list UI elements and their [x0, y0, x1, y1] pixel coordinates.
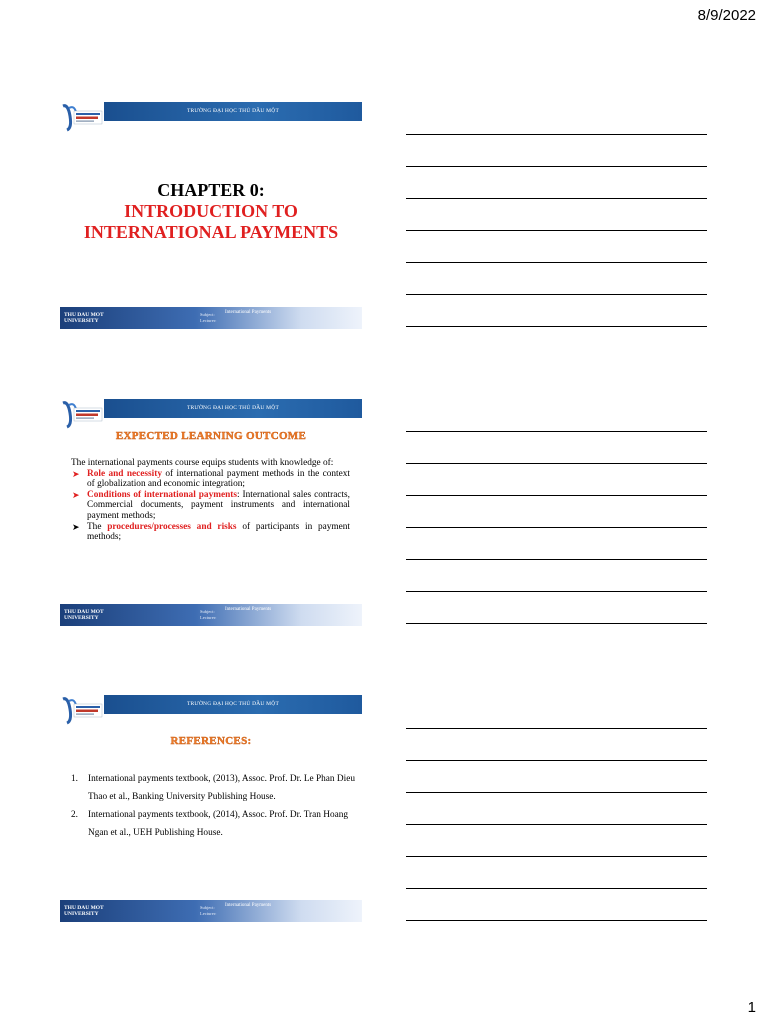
arrow-bullet-icon: ➤ [72, 489, 80, 500]
list-item: 1. International payments textbook, (2013), Assoc. Prof. Dr. Le Phan Dieu Thao et al., Banking University Publishing House. [71, 774, 355, 802]
slide-1 [60, 102, 362, 329]
list-item: ➤ The procedures/processes and risks of participants in payment methods; [72, 521, 351, 543]
arrow-bullet-icon: ➤ [72, 468, 80, 479]
slide-header [60, 695, 362, 714]
university-logo-icon [60, 399, 106, 429]
outcome-list [71, 469, 350, 543]
list-item: ➤ Conditions of international payments: International sales contracts, Commercial documents, payment instruments and international payment methods; [72, 489, 350, 521]
note-line [406, 463, 707, 464]
note-line [406, 230, 707, 231]
header-bar: TRƯỜNG ĐẠI HỌC THỦ DẦU MỘT [104, 399, 362, 418]
note-line [406, 591, 707, 592]
footer-university: THU DAU MOT UNIVERSITY [64, 609, 104, 621]
slide-footer [60, 900, 362, 922]
print-date: 8/9/2022 [697, 7, 756, 24]
slide-title: EXPECTED LEARNING OUTCOME [115, 430, 307, 442]
learning-outcome-text [71, 458, 350, 543]
footer-subject: International Payments [225, 607, 272, 612]
footer-university: THU DAU MOT UNIVERSITY [64, 312, 104, 324]
slide-title: REFERENCES: [170, 735, 252, 747]
note-line [406, 920, 707, 921]
note-line [406, 856, 707, 857]
note-line [406, 166, 707, 167]
note-line [406, 431, 707, 432]
list-item: 2. International payments textbook, (2014), Assoc. Prof. Dr. Tran Hoang Ngan et al., UEH Publishing House. [71, 810, 349, 838]
header-bar: TRƯỜNG ĐẠI HỌC THỦ DẦU MỘT [104, 695, 362, 714]
slide-header [60, 399, 362, 418]
note-line [406, 134, 707, 135]
header-bar: TRƯỜNG ĐẠI HỌC THỦ DẦU MỘT [104, 102, 362, 121]
note-line [406, 294, 707, 295]
note-line [406, 326, 707, 327]
note-line [406, 527, 707, 528]
footer-subject: International Payments [225, 903, 272, 908]
university-logo-icon [60, 102, 106, 132]
references-list [71, 770, 356, 842]
note-line [406, 760, 707, 761]
footer-subject: International Payments [225, 310, 272, 315]
footer-labels: Subject: Lecturer: [200, 905, 217, 916]
chapter-title [60, 180, 362, 243]
note-line [406, 198, 707, 199]
chapter-title-line2: INTERNATIONAL PAYMENTS [83, 222, 339, 242]
chapter-title-line1: INTRODUCTION TO [124, 201, 298, 221]
footer-university: THU DAU MOT UNIVERSITY [64, 905, 104, 917]
note-line [406, 728, 707, 729]
note-line [406, 623, 707, 624]
footer-labels: Subject: Lecturer: [200, 609, 217, 620]
slide-3 [60, 695, 362, 922]
slide-footer [60, 307, 362, 329]
university-logo-icon [60, 695, 106, 725]
note-line [406, 559, 707, 560]
note-line [406, 888, 707, 889]
slide-header [60, 102, 362, 121]
note-line [406, 495, 707, 496]
note-line [406, 792, 707, 793]
slide-2 [60, 399, 362, 626]
note-line [406, 824, 707, 825]
list-item: ➤ Role and necessity of international payment methods in the context of globalization and economic integration; [72, 468, 350, 490]
arrow-bullet-icon: ➤ [72, 521, 80, 532]
footer-labels: Subject: Lecturer: [200, 312, 217, 323]
note-line [406, 262, 707, 263]
outcome-intro: The international payments course equips students with knowledge of: [71, 458, 334, 468]
chapter-number: CHAPTER 0: [157, 180, 265, 200]
slide-footer [60, 604, 362, 626]
page-number: 1 [747, 999, 756, 1016]
